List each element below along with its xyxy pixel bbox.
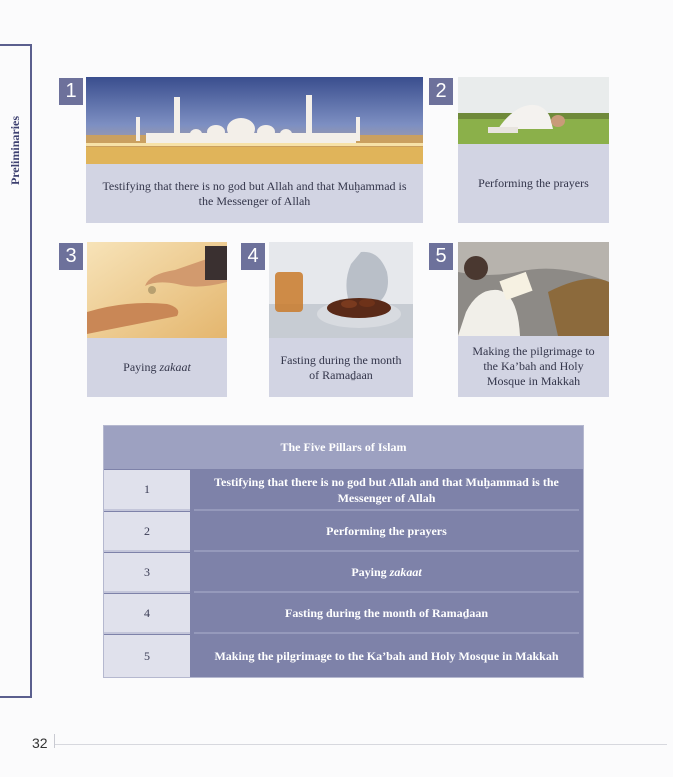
pilgrim-reading-photo <box>458 242 609 336</box>
footer-rule <box>55 744 667 745</box>
table-row-text: Testifying that there is no god but Allah and that Muḫammad is the Messenger of Allah <box>194 470 579 511</box>
pillar-number-3: 3 <box>59 243 83 270</box>
table-row <box>104 512 583 552</box>
pillar-card-4 <box>269 242 413 397</box>
footer-divider <box>54 734 55 748</box>
pillars-table <box>103 425 584 678</box>
charity-hands-photo <box>87 242 227 338</box>
table-row-number: 4 <box>104 594 190 634</box>
pillar-card-3-caption: Paying zakaat <box>123 360 191 374</box>
table-row <box>104 635 583 677</box>
pillar-number-2: 2 <box>429 78 453 105</box>
pillar-card-1 <box>86 77 423 223</box>
prayer-photo <box>458 77 609 144</box>
pillar-card-4-caption: Fasting during the month of Ramaḏaan <box>280 352 402 382</box>
table-row-text: Paying zakaat <box>194 553 579 593</box>
table-row-text: Making the pilgrimage to the Ka’bah and Holy Mosque in Makkah <box>214 649 559 663</box>
pillar-number-1: 1 <box>59 78 83 105</box>
table-row <box>104 594 583 634</box>
table-row-text: Fasting during the month of Ramaḏaan <box>194 594 579 634</box>
pillar-number-4: 4 <box>241 243 265 270</box>
table-row-number: 1 <box>104 470 190 511</box>
pillar-card-3 <box>87 242 227 397</box>
dates-tea-photo <box>269 242 413 338</box>
table-row-number: 3 <box>104 553 190 593</box>
table-row-text: Performing the prayers <box>194 512 579 552</box>
table-title: The Five Pillars of Islam <box>104 426 583 469</box>
table-row-number: 2 <box>104 512 190 552</box>
section-label-text: Preliminaries <box>8 115 23 185</box>
pillar-card-1-caption: Testifying that there is no god but Allah and that Muḫammad is the Messenger of Allah <box>102 178 407 208</box>
table-row <box>104 470 583 511</box>
pillar-number-5: 5 <box>429 243 453 270</box>
pillar-card-5 <box>458 242 609 397</box>
pillar-card-5-caption: Making the pilgrimage to the Ka’bah and Holy Mosque in Makkah <box>472 344 595 388</box>
table-row <box>104 553 583 593</box>
section-label <box>1 98 31 202</box>
page-number: 32 <box>32 735 48 751</box>
pillar-card-2-caption: Performing the prayers <box>478 176 589 190</box>
pillar-card-2 <box>458 77 609 223</box>
table-row-number: 5 <box>104 635 190 677</box>
mosque-photo <box>86 77 423 164</box>
